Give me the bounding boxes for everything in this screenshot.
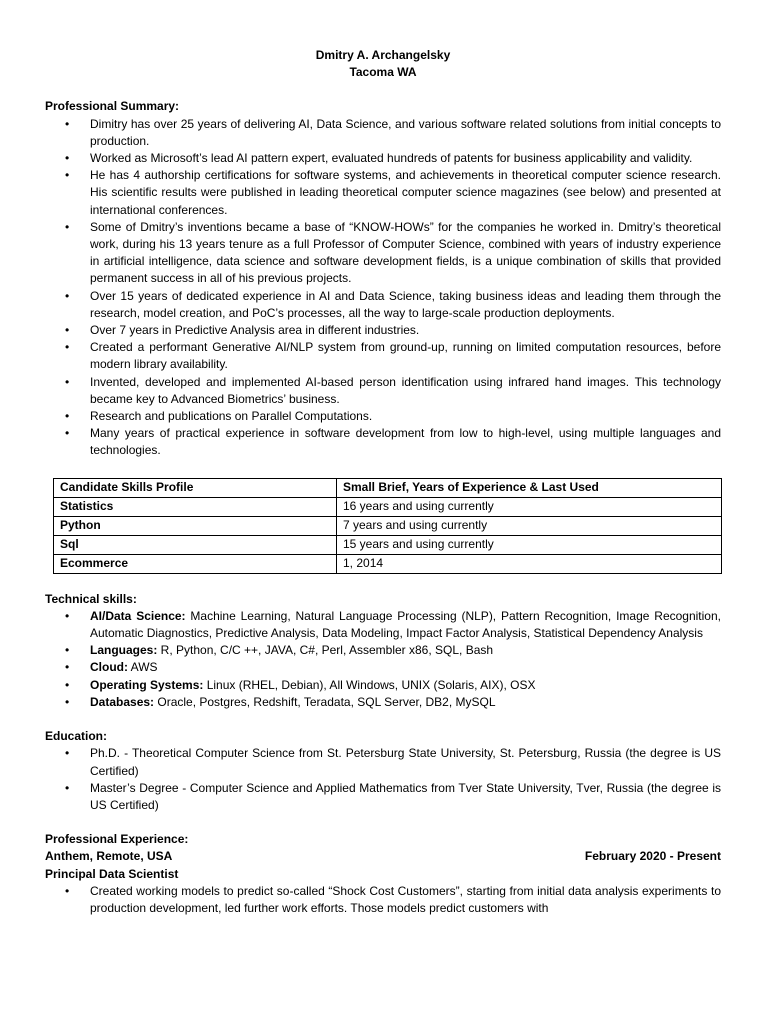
resume-header	[45, 47, 721, 81]
skill-detail-cell: 1, 2014	[337, 554, 722, 573]
bullet-icon: •	[65, 116, 70, 131]
skill-category-label: Operating Systems:	[90, 677, 204, 692]
skill-name-cell: Sql	[54, 535, 337, 554]
list-item: • Some of Dmitry’s inventions became a base of “KNOW-HOWs” for the companies he worked in. Dmitry’s theoretical work, during his 13 years tenure as a full Professor of Computer Science, combined with years of industry experience in artificial intelligence, data science and software development fields, is a unique combination of skills that provided permanent success in all of his previous projects.	[65, 219, 721, 286]
table-header-cell: Small Brief, Years of Experience & Last Used	[337, 478, 722, 497]
skill-detail-cell: 16 years and using currently	[337, 497, 722, 516]
technical-skills-title: Technical skills:	[45, 591, 137, 606]
skill-name-cell: Statistics	[54, 497, 337, 516]
list-item: • Created a performant Generative AI/NLP system from ground-up, running on limited computation resources, before modern library availability.	[65, 340, 721, 372]
list-item: • Many years of practical experience in software development from low to high-level, using multiple languages and technologies.	[65, 426, 721, 458]
bullet-icon: •	[65, 643, 70, 658]
bullet-icon: •	[65, 374, 70, 389]
bullet-icon: •	[65, 288, 70, 303]
list-item: • Over 15 years of dedicated experience in AI and Data Science, taking business ideas and leading them through the research, model creation, and PoC’s processes, all the way to large-scale production deployments.	[65, 288, 721, 320]
experience-list	[45, 883, 721, 917]
list-item: • Dimitry has over 25 years of delivering AI, Data Science, and various software related solutions from initial concepts to production.	[65, 116, 721, 148]
list-item: • Operating Systems: Linux (RHEL, Debian), All Windows, UNIX (Solaris, AIX), OSX	[45, 677, 721, 694]
table-row	[54, 516, 722, 535]
bullet-icon: •	[65, 168, 70, 183]
bullet-icon: •	[65, 219, 70, 234]
job-heading	[45, 848, 721, 865]
candidate-location: Tacoma WA	[349, 65, 417, 80]
list-item: • Languages: R, Python, C/C ++, JAVA, C#, Perl, Assembler x86, SQL, Bash	[45, 642, 721, 659]
skill-detail-cell: 7 years and using currently	[337, 516, 722, 535]
list-item: • Created working models to predict so-called “Shock Cost Customers”, starting from initial data analysis experiments to production development, led further work efforts. Those models predict customers with	[65, 883, 721, 915]
bullet-icon: •	[65, 608, 70, 623]
technical-skills-list	[45, 608, 721, 711]
skill-category-label: Cloud:	[90, 660, 128, 675]
bullet-icon: •	[65, 660, 70, 675]
list-item: • Cloud: AWS	[45, 659, 721, 676]
bullet-icon: •	[65, 340, 70, 355]
summary-list	[45, 116, 721, 460]
bullet-icon: •	[65, 677, 70, 692]
skill-name-cell: Python	[54, 516, 337, 535]
bullet-icon: •	[65, 780, 70, 795]
bullet-icon: •	[65, 151, 70, 166]
list-item: • He has 4 authorship certifications for software systems, and achievements in theoretical computer science research. His scientific results were published in leading theoretical computer science magazines (see below) and presented at international conferences.	[65, 168, 721, 217]
skill-name-cell: Ecommerce	[54, 554, 337, 573]
list-item: • Research and publications on Parallel Computations.	[45, 408, 721, 425]
company-name: Anthem, Remote, USA	[45, 849, 173, 864]
resume-content	[45, 47, 721, 917]
bullet-icon: •	[65, 409, 70, 424]
job-dates: February 2020 - Present	[584, 849, 721, 864]
table-header-row	[54, 478, 722, 497]
skill-category-label: Languages:	[90, 643, 158, 658]
list-item: • Invented, developed and implemented AI-based person identification using infrared hand images. This technology became key to Advanced Biometrics’ business.	[65, 374, 721, 406]
list-item: • Over 7 years in Predictive Analysis area in different industries.	[45, 322, 721, 339]
list-item: • Master’s Degree - Computer Science and Applied Mathematics from Tver State University, Tver, Russia (the degree is US Certified)	[65, 780, 721, 812]
job-role: Principal Data Scientist	[45, 866, 179, 881]
bullet-icon: •	[65, 746, 70, 761]
table-row	[54, 497, 722, 516]
list-item: • Databases: Oracle, Postgres, Redshift, Teradata, SQL Server, DB2, MySQL	[45, 694, 721, 711]
skill-detail-cell: 15 years and using currently	[337, 535, 722, 554]
education-list	[45, 745, 721, 814]
bullet-icon: •	[65, 426, 70, 441]
bullet-icon: •	[65, 883, 70, 898]
candidate-name: Dmitry A. Archangelsky	[315, 48, 451, 62]
list-item: • Ph.D. - Theoretical Computer Science from St. Petersburg State University, St. Petersburg, Russia (the degree is US Certified)	[65, 746, 721, 778]
skill-category-label: Databases:	[90, 694, 155, 709]
table-row	[54, 554, 722, 573]
skill-category-label: AI/Data Science:	[90, 608, 186, 623]
bullet-icon: •	[65, 694, 70, 709]
summary-title: Professional Summary:	[45, 99, 180, 114]
table-row	[54, 535, 722, 554]
list-item: • AI/Data Science: Machine Learning, Natural Language Processing (NLP), Pattern Recognition, Image Recognition, Automatic Diagnostics, Predictive Analysis, Data Modeling, Impact Factor Analysis, Statistical Dependency Analysis	[65, 608, 721, 641]
bullet-icon: •	[65, 323, 70, 338]
table-header-cell: Candidate Skills Profile	[54, 478, 337, 497]
experience-title: Professional Experience:	[45, 832, 189, 847]
skills-table	[53, 478, 722, 574]
list-item: • Worked as Microsoft’s lead AI pattern expert, evaluated hundreds of patents for business applicability and validity.	[45, 150, 721, 167]
education-title: Education:	[45, 729, 107, 744]
